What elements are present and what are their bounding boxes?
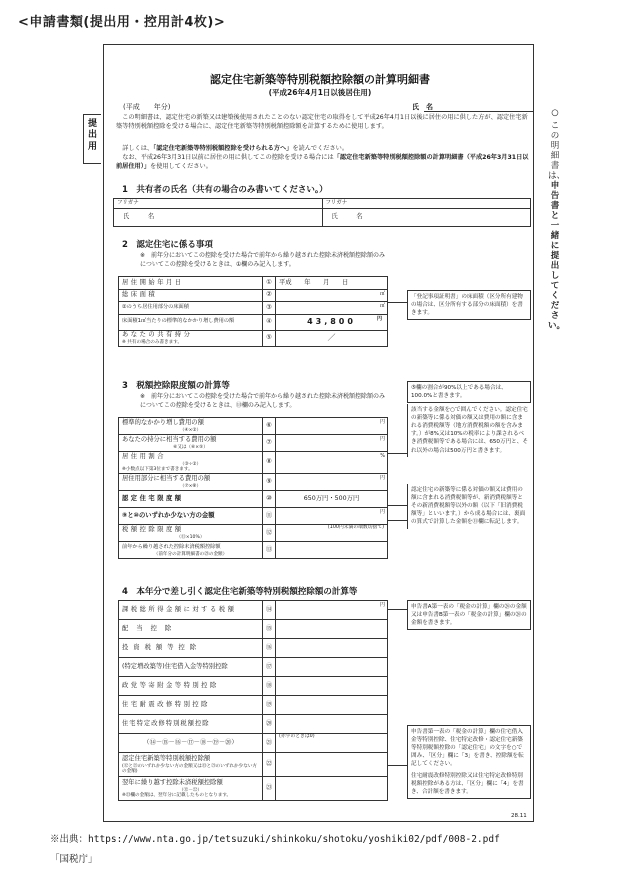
s3-num-7: ⑫ <box>263 525 276 542</box>
section3-table <box>118 417 388 559</box>
s4-value-4[interactable] <box>276 658 388 677</box>
s3-label-sub-2: ⑥又は（⑥×⑤） <box>173 444 208 450</box>
s4-num-9: ㉒ <box>263 753 276 777</box>
s3-num-4: ⑨ <box>263 474 276 491</box>
s2-label-3: ②のうち居住用部分の床面積 <box>119 302 263 315</box>
s4-row-3 <box>119 639 388 658</box>
s4-value-3[interactable] <box>276 639 388 658</box>
s4-value-6[interactable] <box>276 696 388 715</box>
s4-label-5: 政党等寄附金等特別控除 <box>119 677 263 696</box>
s2-value-text-4: 43,800 <box>307 316 356 326</box>
s4-num-3: ⑯ <box>263 639 276 658</box>
intro-text: この明細書は、認定住宅の新築又は建築後使用されたことのない認定住宅の取得をして平成26年4月1日以後に居住の用に供した方が、認定住宅新築等特別税額控除を受ける場合に、認定住宅新築等特別税額控除額を計算するために使用します。 <box>116 114 528 130</box>
s3-num-3: ⑧ <box>263 452 276 474</box>
s4-label-6: 住宅耐震改修特別控除 <box>119 696 263 715</box>
s3-row-4 <box>119 474 388 491</box>
s4-row-2 <box>119 620 388 639</box>
s3-row-2 <box>119 435 388 452</box>
s3-num-2: ⑦ <box>263 435 276 452</box>
s3-unit-4: 円 <box>379 475 385 481</box>
s4-label-10 <box>119 777 263 801</box>
s4-num-5: ⑱ <box>263 677 276 696</box>
page-heading: <申請書類(提出用・控用計4枚)> <box>18 15 226 30</box>
s3-label-text-4: 居住用部分に相当する費用の額 <box>122 475 211 483</box>
submit-tab: 提出用 <box>83 114 101 164</box>
s2-row-3 <box>119 302 388 315</box>
s4-num-2: ⑮ <box>263 620 276 639</box>
s3-label-sub-3: （③÷②） <box>179 461 202 467</box>
s4-connector-2 <box>388 765 407 766</box>
s3-label-text-1: 標準的なかかり増し費用の額 <box>122 419 204 427</box>
s3-note-box-2: 該当する金額を○で囲んでください。認定住宅の新築等に係る対価の額又は費用の額に含まれる消費税額等（地方消費税額の額を含みます。）が8%又は10%の税率により課されるべき消費税額等である場合には、650万円と、それ以外の場合は500万円と書きます。 <box>407 404 531 457</box>
s4-label-sub-9: (⑫と㉑のいずれか少ない方の金額又は⑬と㉑のいずれか少ない方の金額) <box>122 763 258 774</box>
s4-num-6: ⑲ <box>263 696 276 715</box>
s3-label-2 <box>119 435 263 452</box>
s3-row-5 <box>119 491 388 508</box>
detail-2-text: なお、平成26年3月31日以前に居住の用に供してこの控除を受ける場合には <box>122 153 334 161</box>
s4-label-4: (特定増改築等)住宅借入金等特別控除 <box>119 658 263 677</box>
s2-num-1: ① <box>263 277 276 290</box>
s4-value-9[interactable] <box>276 753 388 777</box>
s3-row-1 <box>119 418 388 435</box>
form-code: 28.11 <box>511 813 527 819</box>
s4-row-9 <box>119 753 388 777</box>
name-label-2: 氏 名 <box>331 213 365 221</box>
side-note-text: この明細書は、 <box>548 121 566 182</box>
s2-value-4 <box>276 314 388 330</box>
s2-label-5 <box>119 330 263 346</box>
co-owner-name-2[interactable] <box>322 209 531 227</box>
s2-row-4 <box>119 314 388 330</box>
section4-table <box>118 600 388 801</box>
s2-num-3: ③ <box>263 302 276 315</box>
s3-num-8: ⑬ <box>263 542 276 559</box>
s4-num-4: ⑰ <box>263 658 276 677</box>
s4-num-8: ㉑ <box>263 734 276 753</box>
s4-unit-1: 円 <box>379 602 385 608</box>
s2-num-5: ⑤ <box>263 330 276 346</box>
s4-value-5[interactable] <box>276 677 388 696</box>
s3-label-sub-7: （⑪×10%） <box>176 534 205 540</box>
year-label: (平成 年分) <box>123 103 171 111</box>
s3-label-5: 認定住宅限度額 <box>119 491 263 508</box>
s3-unit-3: % <box>380 453 385 459</box>
side-circle: ○ <box>551 108 559 118</box>
s4-note-box-2: 申告書第一表の「税金の計算」欄の住宅借入金等特別控除、住宅特定改修・認定住宅新築等特別税額控除の「認定住宅」の文字を○で囲み、「区分」欄に「3」を書き、控除額を転記してください。 <box>407 725 531 772</box>
s2-label-1: 居住開始年月日 <box>119 277 263 290</box>
s3-connector-2 <box>388 505 407 506</box>
s3-note-box-3: 認定住宅の新築等に係る対価の額又は費用の額に含まれる消費税額等が、新消費税額等とその新消費税額等以外の額（以下「旧消費税額等」といいます。）から成る場合には、裏面の算式で計算した金額を⑪欄に転記します。 <box>407 484 531 529</box>
s4-label-7: 住宅特定改修特別税額控除 <box>119 715 263 734</box>
co-owner-table <box>113 198 531 227</box>
detail-1-end: を読んでください。 <box>292 145 349 152</box>
s2-unit-4: 円 <box>376 315 385 322</box>
s2-unit-3: ㎡ <box>379 303 385 309</box>
section3-note: ※ 前年分においてこの控除を受けた場合で前年から繰り越された控除未済税額控除額のみについてこの控除を受けるときは、⑬欄のみ記入します。 <box>140 393 386 409</box>
s4-value-2[interactable] <box>276 620 388 639</box>
form-subtitle: (平成26年4月1日以後居住用) <box>268 88 372 97</box>
s2-num-2: ② <box>263 289 276 302</box>
form-title: 認定住宅新築等特別税額控除額の計算明細書 <box>210 73 430 86</box>
s2-label-text-5: あなたの共有持分 <box>122 331 193 339</box>
section2-table <box>118 276 388 347</box>
s3-label-8 <box>119 542 263 559</box>
s4-label-sub-10: （⑫－㉒） <box>179 787 202 793</box>
s4-num-7: ⑳ <box>263 715 276 734</box>
s4-row-4 <box>119 658 388 677</box>
s3-row-3 <box>119 452 388 474</box>
s2-value-text-1: 平成 年 月 日 <box>279 278 349 286</box>
side-note-bold: 申告書と一緒に提出してください。 <box>548 181 566 332</box>
s4-row-6 <box>119 696 388 715</box>
s3-label-1 <box>119 418 263 435</box>
s3-connector-1 <box>388 453 407 454</box>
s2-label-4: 床面積1㎡当たりの標準的なかかり増し費用の額 <box>119 314 263 330</box>
s2-unit-2: ㎡ <box>379 290 385 297</box>
detail-2-bold: 「認定住宅新築等特別税額控除額の計算明細書（平成26年3月31日以前居住用）」 <box>116 153 529 170</box>
s4-label-text-10: 翌年に繰り越す控除未済税額控除額 <box>122 779 223 787</box>
side-note <box>548 108 566 332</box>
s4-value-7[interactable] <box>276 715 388 734</box>
s3-label-4 <box>119 474 263 491</box>
s4-row-7 <box>119 715 388 734</box>
s3-num-6: ⑪ <box>263 508 276 525</box>
s4-value-10[interactable] <box>276 777 388 801</box>
s2-value-2[interactable] <box>276 289 388 302</box>
s3-value-4[interactable] <box>276 474 388 491</box>
s2-label-2: 総床面積 <box>119 289 263 302</box>
detail-2-end: を使用してください。 <box>150 162 212 170</box>
s3-connector-3 <box>388 520 407 521</box>
s3-label-sub-1: （④×②） <box>179 427 202 433</box>
co-owner-name-1[interactable] <box>114 209 323 227</box>
s3-row-7 <box>119 525 388 542</box>
s4-label-note-10: ※㉓欄の金額は、翌年分に記載したものとなります。 <box>122 792 232 798</box>
source-line: ※出典：https://www.nta.go.jp/tetsuzuki/shinkoku/shotoku/yoshiki02/pdf/008-2.pdf <box>50 834 500 845</box>
s3-row-6 <box>119 508 388 525</box>
s3-unit-1: 円 <box>379 419 385 425</box>
s4-value-8[interactable]: (赤字のときは0) <box>276 734 388 753</box>
s2-value-1[interactable] <box>276 277 388 290</box>
source-org: 「国税庁」 <box>50 854 98 865</box>
section2-note: ※ 前年分においてこの控除を受けた場合で前年から繰り越された控除未済税額控除額のみについてこの控除を受けるときは、①欄のみ記入します。 <box>140 252 386 268</box>
s3-label-sub-8: （前年分の計算明細書の㉓の金額） <box>153 551 228 557</box>
name-label-1: 氏 名 <box>123 213 157 221</box>
s3-label-6: ⑨と⑩のいずれか少ない方の金額 <box>119 508 263 525</box>
detail-paragraph <box>116 145 531 172</box>
s4-label-1: 課税総所得金額に対する税額 <box>119 601 263 620</box>
s2-value-3[interactable] <box>276 302 388 315</box>
furigana-label-1: フリガナ <box>114 199 323 209</box>
s3-value-6[interactable] <box>276 508 388 525</box>
s4-row-10 <box>119 777 388 801</box>
intro-paragraph <box>116 114 531 132</box>
s3-label-sub-4: （⑦×⑧） <box>179 483 202 489</box>
section2-title: 2 認定住宅に係る事項 <box>122 240 213 250</box>
s3-label-7 <box>119 525 263 542</box>
s3-label-text-8: 前年から繰り越された控除未済税額控除額 <box>122 544 221 551</box>
s3-note-box-1: ⑤欄の割合が90%以上である場合は、100.0%と書きます。 <box>407 381 531 403</box>
s2-connector <box>388 302 407 303</box>
s3-label-text-7: 税額控除限度額 <box>122 526 184 534</box>
s3-num-5: ⑩ <box>263 491 276 508</box>
s4-note-box-3: 住宅耐震改修特別控除又は住宅特定改修特別税額控除がある方は、「区分」欄に「4」を書き、合計額を書きます。 <box>407 770 531 799</box>
s4-note-box-1: 申告書A第一表の「税金の計算」欄の㉖の金額又は申告書B第一表の「税金の計算」欄の㉖の金額を書きます。 <box>407 600 531 630</box>
s3-value-2[interactable] <box>276 435 388 452</box>
furigana-label-2: フリガナ <box>322 199 531 209</box>
s2-num-4: ④ <box>263 314 276 330</box>
s4-label-9 <box>119 753 263 777</box>
s4-label-8: （⑭－⑮－⑯－⑰－⑱－⑲－⑳） <box>119 734 263 753</box>
s3-label-text-2: あなたの持分に相当する費用の額 <box>122 436 217 444</box>
s3-value-1[interactable] <box>276 418 388 435</box>
s3-value-3[interactable] <box>276 452 388 474</box>
s4-label-text-9: 認定住宅新築等特別税額控除額 <box>122 755 211 763</box>
s3-num-1: ⑥ <box>263 418 276 435</box>
s4-row-1 <box>119 601 388 620</box>
s4-num-1: ⑭ <box>263 601 276 620</box>
s4-num-10: ㉓ <box>263 777 276 801</box>
s2-row-5 <box>119 330 388 346</box>
s4-row-5 <box>119 677 388 696</box>
s3-row-8 <box>119 542 388 559</box>
name-label: 氏 名 <box>412 103 433 111</box>
detail-1-text: 詳しくは、 <box>122 145 154 152</box>
s3-value-7[interactable]: (100円未満の端数切捨て) <box>276 525 388 542</box>
s4-value-1[interactable] <box>276 601 388 620</box>
s3-label-3 <box>119 452 263 474</box>
section3-title: 3 税額控除限度額の計算等 <box>122 381 230 391</box>
section1-title: 1 共有者の氏名（共有の場合のみ書いてください。） <box>122 185 328 195</box>
s4-connector-1 <box>388 609 407 610</box>
s4-row-8 <box>119 734 388 753</box>
s2-row-1 <box>119 277 388 290</box>
s2-value-5[interactable]: ／ <box>276 330 388 346</box>
name-field-line[interactable] <box>424 111 534 112</box>
s3-unit-6: 円 <box>379 509 385 515</box>
s4-label-3: 投資税額等控除 <box>119 639 263 658</box>
detail-1-bold: 「認定住宅新築等特別税額控除を受けられる方へ」 <box>153 145 293 152</box>
s2-row-2 <box>119 289 388 302</box>
s3-unit-2: 円 <box>379 436 385 442</box>
s2-note-box: 「登記事項証明書」の床面積（区分所有建物の場合は、区分所有する部分の床面積）を書きます。 <box>407 290 531 320</box>
s3-label-note-3: ※小数点以下第3位まで書きます。 <box>122 466 193 472</box>
s4-label-2: 配当控除 <box>119 620 263 639</box>
s3-value-5[interactable]: 650万円・500万円 <box>276 491 388 508</box>
s3-value-8[interactable] <box>276 542 388 559</box>
section4-title: 4 本年分で差し引く認定住宅新築等特別税額控除額の計算等 <box>122 587 358 597</box>
s3-label-text-3: 居住用割合 <box>122 453 166 461</box>
s2-label-sub-5: ※ 共有の場合のみ書きます。 <box>122 339 183 345</box>
